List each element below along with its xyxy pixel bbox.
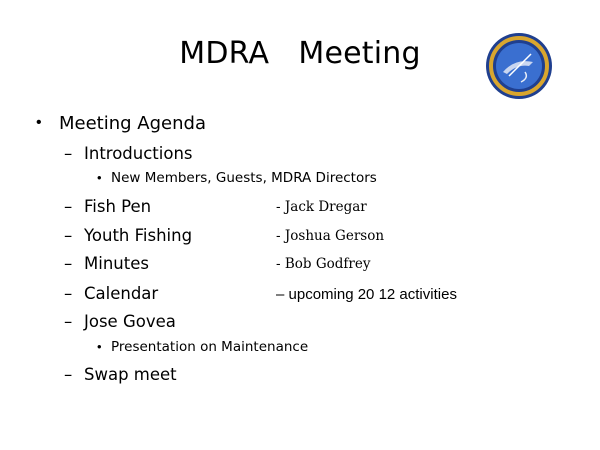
agenda-sub-item: New Members, Guests, MDRA Directors [111, 170, 377, 186]
agenda-item-label: Introductions [84, 144, 193, 163]
agenda-item-note: - Joshua Gerson [276, 228, 385, 244]
dash-icon: – [64, 144, 73, 163]
agenda-sub-item: Presentation on Maintenance [111, 339, 309, 355]
slide-title: MDRA Meeting [179, 36, 421, 71]
dash-icon: – [64, 365, 73, 384]
agenda-heading: Meeting Agenda [59, 113, 206, 134]
agenda-item-label: Swap meet [84, 365, 177, 384]
dash-icon: – [64, 197, 73, 216]
agenda-item-label: Youth Fishing [84, 226, 193, 245]
bullet-icon: • [36, 114, 42, 131]
agenda-item-label: Fish Pen [84, 197, 152, 216]
club-seal-icon [485, 32, 553, 100]
bullet-icon: • [97, 339, 102, 354]
agenda-item-note: - Bob Godfrey [276, 256, 371, 272]
bullet-icon: • [97, 170, 102, 185]
dash-icon: – [64, 312, 73, 331]
dash-icon: – [64, 254, 73, 273]
agenda-item-note: - Jack Dregar [276, 199, 367, 215]
dash-icon: – [64, 226, 73, 245]
agenda-item-label: Minutes [84, 254, 149, 273]
agenda-item-note: – upcoming 20 12 activities [276, 286, 457, 303]
agenda-item-label: Jose Govea [84, 312, 176, 331]
agenda-item-label: Calendar [84, 284, 159, 303]
dash-icon: – [64, 284, 73, 303]
